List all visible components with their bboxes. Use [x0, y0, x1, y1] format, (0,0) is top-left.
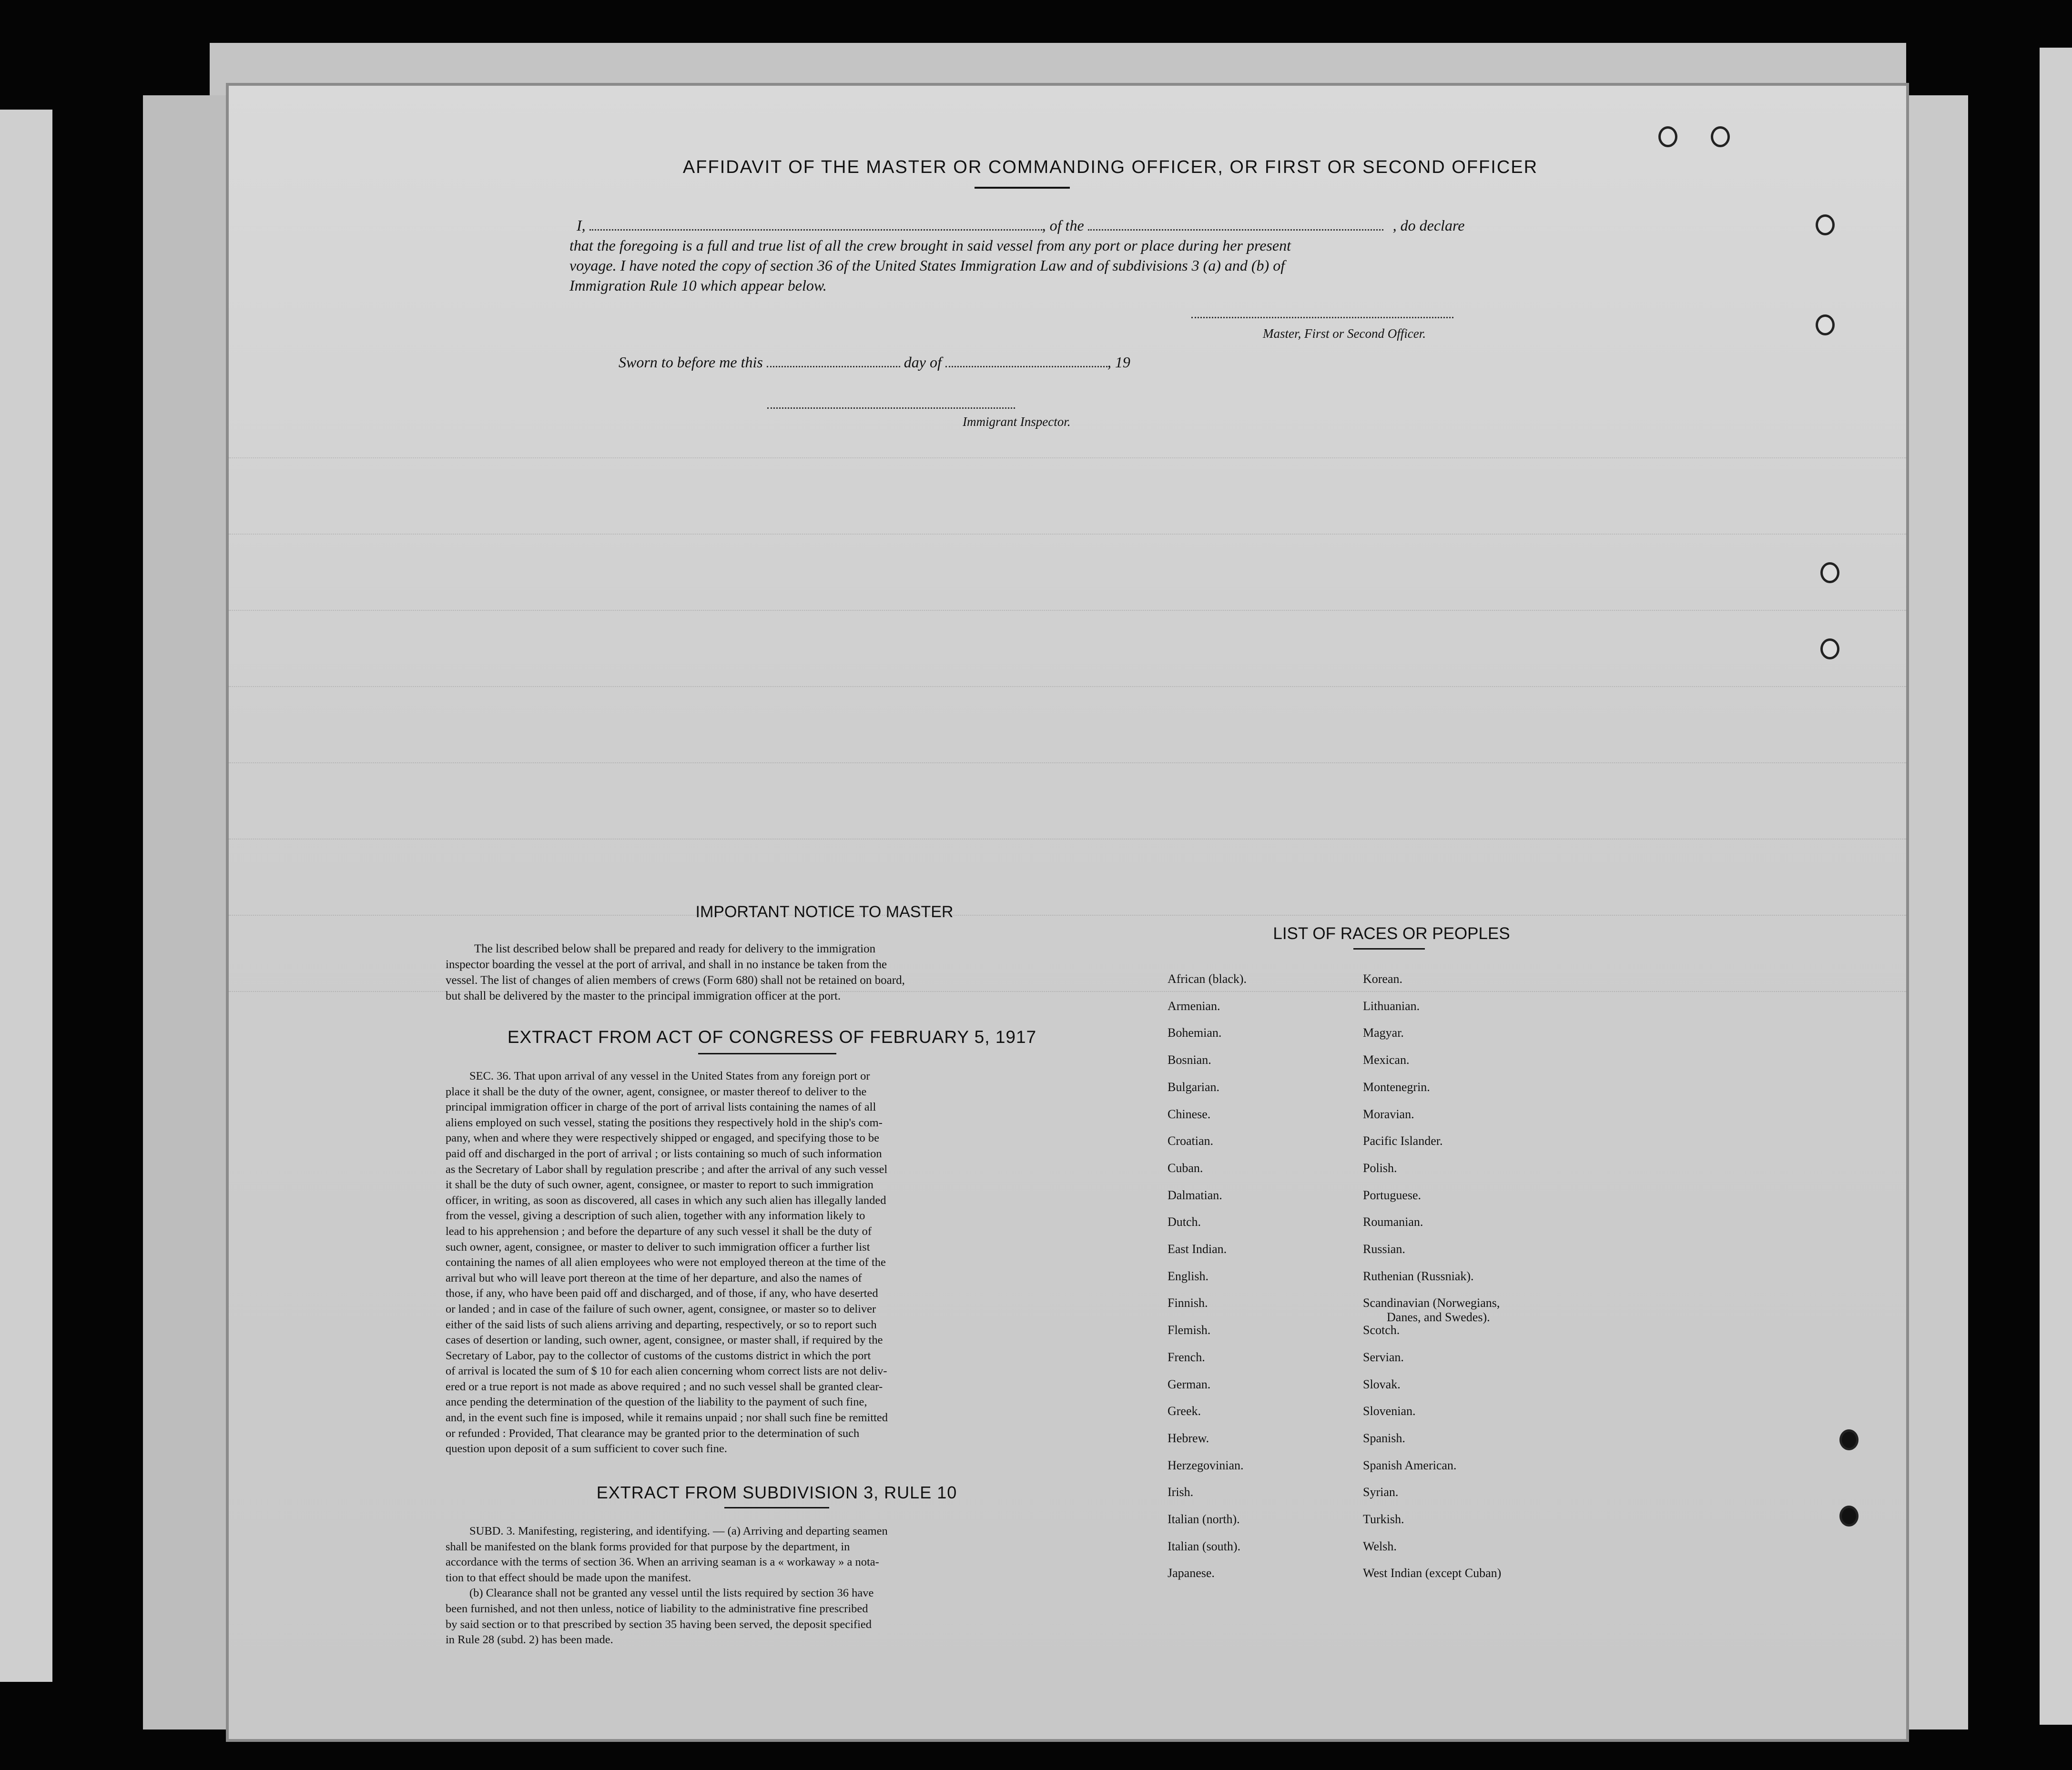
punch-hole: [1820, 638, 1839, 659]
body-line: aliens employed on such vessel, stating the positions they respectively hold in the ship's com-: [446, 1116, 883, 1129]
race-item: Servian.: [1363, 1350, 1404, 1364]
decl-of-the: , of the: [1042, 217, 1084, 234]
master-signature-label: Master, First or Second Officer.: [1263, 326, 1426, 341]
notice-body: [446, 941, 1094, 1004]
race-item: Scotch.: [1363, 1323, 1400, 1337]
notice-title: IMPORTANT NOTICE TO MASTER: [695, 903, 954, 921]
race-item: Italian (north).: [1168, 1512, 1240, 1526]
body-line: in Rule 28 (subd. 2) has been made.: [446, 1633, 613, 1647]
body-line: those, if any, who have been paid off and discharged, and of those, if any, who have deserted: [446, 1287, 878, 1300]
races-title: LIST OF RACES OR PEOPLES: [1273, 924, 1510, 943]
race-item: Flemish.: [1168, 1323, 1211, 1337]
punch-hole: [1820, 562, 1839, 583]
body-line: ered or a true report is not made as above required ; and no such vessel shall be granted clear-: [446, 1380, 883, 1393]
master-signature-line: [1191, 317, 1453, 318]
inspector-signature-label: Immigrant Inspector.: [963, 415, 1071, 429]
race-item: Japanese.: [1168, 1566, 1215, 1580]
body-line: (b) Clearance shall not be granted any vessel until the lists required by section 36 have: [469, 1587, 874, 1600]
act-extract-title: EXTRACT FROM ACT OF CONGRESS OF FEBRUARY 5, 1917: [507, 1027, 1037, 1047]
ghost-line: [229, 438, 1906, 458]
race-item: East Indian.: [1168, 1242, 1227, 1256]
race-item: West Indian (except Cuban): [1363, 1566, 1502, 1580]
body-line: by said section or to that prescribed by section 35 having been served, the deposit specified: [446, 1618, 872, 1631]
ghost-line: [229, 667, 1906, 687]
race-item: Russian.: [1363, 1242, 1405, 1256]
body-line: or refunded : Provided, That clearance may be granted prior to the determination of such: [446, 1426, 860, 1440]
left-page-stack: [143, 95, 238, 1730]
race-item: Finnish.: [1168, 1296, 1208, 1310]
month-blank: [945, 366, 1107, 367]
race-item: Herzegovinian.: [1168, 1458, 1244, 1472]
declaration-line-3: voyage. I have noted the copy of section 36 of the United States Immigration Law and of subdivisions 3 (a) and (b) of: [569, 257, 1285, 274]
race-item: Scandinavian (Norwegians,: [1363, 1296, 1500, 1310]
body-line: principal immigration officer in charge of the port of arrival lists containing the names of all: [446, 1101, 876, 1114]
body-line: SEC. 36. That upon arrival of any vessel in the United States from any foreign port or: [469, 1070, 870, 1082]
year-label: , 19: [1107, 354, 1130, 371]
race-item: German.: [1168, 1377, 1211, 1391]
body-line: paid off and discharged in the port of arrival ; or lists containing so much of such information: [446, 1147, 882, 1160]
race-item: Cuban.: [1168, 1161, 1203, 1175]
race-item: Ruthenian (Russniak).: [1363, 1269, 1474, 1283]
decl-do-declare: , do declare: [1392, 217, 1465, 234]
body-line: arrival but who will leave port thereon at the time of her departure, and also the names of: [446, 1271, 862, 1285]
title-underline: [975, 187, 1070, 189]
race-item: African (black).: [1168, 972, 1247, 986]
race-item: Portuguese.: [1363, 1188, 1422, 1202]
race-item: Turkish.: [1363, 1512, 1404, 1526]
body-line: as the Secretary of Labor shall by regulation prescribe ; and after the arrival of any such vessel: [446, 1163, 888, 1176]
body-line: shall be manifested on the blank forms provided for that purpose by the department, in: [446, 1540, 850, 1553]
right-adjacent-page: [2040, 48, 2072, 1725]
body-line: pany, when and where they were respectively shipped or engaged, and specifying those to be: [446, 1132, 880, 1145]
body-line: accordance with the terms of section 36. When an arriving seaman is a « workaway » a nota-: [446, 1556, 879, 1569]
vessel-blank: [1088, 229, 1383, 231]
ghost-line: [229, 515, 1906, 535]
race-item: Magyar.: [1363, 1026, 1404, 1040]
race-item: Mexican.: [1363, 1053, 1410, 1067]
body-line: question upon deposit of a sum sufficient to cover such fine.: [446, 1442, 727, 1456]
race-item-continuation: Danes, and Swedes).: [1387, 1310, 1490, 1325]
race-item: Welsh.: [1363, 1539, 1397, 1553]
declaration-line-4: Immigration Rule 10 which appear below.: [569, 277, 827, 294]
race-item: Spanish.: [1363, 1431, 1405, 1445]
races-title-underline: [1353, 948, 1425, 950]
body-line: cases of desertion or landing, such owner, agent, consignee, or master shall, if required by the: [446, 1334, 883, 1347]
document-page: [229, 86, 1906, 1739]
declaration-line-1: [577, 217, 1720, 234]
rule-extract-body: [446, 1524, 1094, 1648]
punch-hole: [1839, 1506, 1859, 1527]
punch-hole: [1658, 126, 1677, 147]
race-item: Dutch.: [1168, 1215, 1201, 1229]
body-line: it shall be the duty of such owner, agent, consignee, or master to report to such immigration: [446, 1178, 873, 1192]
race-item: Polish.: [1363, 1161, 1397, 1175]
race-item: Chinese.: [1168, 1107, 1211, 1121]
race-item: Irish.: [1168, 1485, 1194, 1499]
race-item: Dalmatian.: [1168, 1188, 1222, 1202]
body-line: such owner, agent, consignee, or master to deliver to such immigration officer a further list: [446, 1240, 870, 1254]
race-item: Syrian.: [1363, 1485, 1399, 1499]
body-line: either of the said lists of such aliens arriving and departing, respectively, or so to report such: [446, 1318, 877, 1331]
act-extract-body: [446, 1069, 1094, 1457]
body-line: containing the names of all alien employees who were not employed thereon at the time of the: [446, 1256, 886, 1269]
body-line: ance pending the determination of the question of the liability to the payment of such fine,: [446, 1396, 867, 1409]
punch-hole: [1816, 314, 1835, 335]
race-item: Roumanian.: [1363, 1215, 1423, 1229]
decl-i: I,: [577, 217, 586, 234]
left-adjacent-page: [0, 110, 52, 1682]
race-item: Hebrew.: [1168, 1431, 1209, 1445]
race-item: Bulgarian.: [1168, 1080, 1220, 1094]
race-item: Armenian.: [1168, 999, 1220, 1013]
punch-hole: [1816, 214, 1835, 235]
rule-extract-title: EXTRACT FROM SUBDIVISION 3, RULE 10: [596, 1483, 957, 1502]
race-item: Italian (south).: [1168, 1539, 1241, 1553]
affidavit-title: AFFIDAVIT OF THE MASTER OR COMMANDING OFFICER, OR FIRST OR SECOND OFFICER: [682, 157, 1538, 177]
race-item: Bosnian.: [1168, 1053, 1211, 1067]
act-title-underline: [698, 1053, 836, 1054]
punch-hole: [1711, 126, 1730, 147]
ghost-line: [229, 896, 1906, 916]
body-line: of arrival is located the sum of $ 10 for each alien concerning whom correct lists are not deliv-: [446, 1365, 887, 1378]
notice-line: vessel. The list of changes of alien members of crews (Form 680) shall not be retained on board,: [446, 974, 905, 987]
body-line: SUBD. 3. Manifesting, registering, and identifying. — (a) Arriving and departing seamen: [469, 1525, 888, 1537]
notice-line: The list described below shall be prepared and ready for delivery to the immigration: [474, 942, 876, 955]
ghost-line: [229, 743, 1906, 763]
rule-title-underline: [724, 1507, 829, 1508]
declaration-line-2: that the foregoing is a full and true list of all the crew brought in said vessel from any port or place during her present: [569, 237, 1291, 254]
race-item: Lithuanian.: [1363, 999, 1420, 1013]
body-line: place it shall be the duty of the owner, agent, consignee, or master thereof to deliver to the: [446, 1085, 867, 1098]
body-line: Secretary of Labor, pay to the collector of customs of the customs district in which the port: [446, 1349, 871, 1362]
day-of-label: day of: [904, 354, 942, 371]
punch-hole: [1839, 1429, 1859, 1450]
ghost-line: [229, 819, 1906, 839]
right-page-edge: [1897, 95, 1968, 1730]
race-item: Korean.: [1363, 972, 1403, 986]
race-item: English.: [1168, 1269, 1209, 1283]
body-line: officer, in writing, as soon as discovered, all cases in which any such alien has illegally landed: [446, 1193, 886, 1207]
date-blank: [767, 366, 900, 367]
body-line: or landed ; and in case of the failure of such owner, agent, consignee, or master so to deliver: [446, 1302, 876, 1315]
body-line: and, in the event such fine is imposed, while it remains unpaid ; nor shall such fine be remitted: [446, 1411, 888, 1425]
notice-line: but shall be delivered by the master to the principal immigration officer at the port.: [446, 990, 841, 1002]
sworn-line: [619, 354, 1130, 371]
race-item: Bohemian.: [1168, 1026, 1222, 1040]
race-item: Slovak.: [1363, 1377, 1401, 1391]
race-item: Croatian.: [1168, 1134, 1214, 1148]
race-item: Greek.: [1168, 1404, 1201, 1418]
race-item: Slovenian.: [1363, 1404, 1416, 1418]
race-item: Pacific Islander.: [1363, 1134, 1443, 1148]
race-item: Moravian.: [1363, 1107, 1414, 1121]
name-blank: [589, 229, 1042, 231]
ghost-line: [229, 591, 1906, 611]
inspector-signature-line: [767, 407, 1015, 409]
sworn-to-label: Sworn to before me this: [619, 354, 763, 371]
race-item: Montenegrin.: [1363, 1080, 1430, 1094]
notice-line: inspector boarding the vessel at the port of arrival, and shall in no instance be taken from the: [446, 958, 887, 971]
race-item: French.: [1168, 1350, 1205, 1364]
race-item: Spanish American.: [1363, 1458, 1457, 1472]
body-line: from the vessel, giving a description of such alien, together with any information likely to: [446, 1209, 865, 1223]
body-line: been furnished, and not then unless, notice of liability to the administrative fine prescribed: [446, 1602, 868, 1615]
body-line: tion to that effect should be made upon the manifest.: [446, 1571, 691, 1584]
body-line: lead to his apprehension ; and before the departure of any such vessel it shall be the duty of: [446, 1224, 872, 1238]
